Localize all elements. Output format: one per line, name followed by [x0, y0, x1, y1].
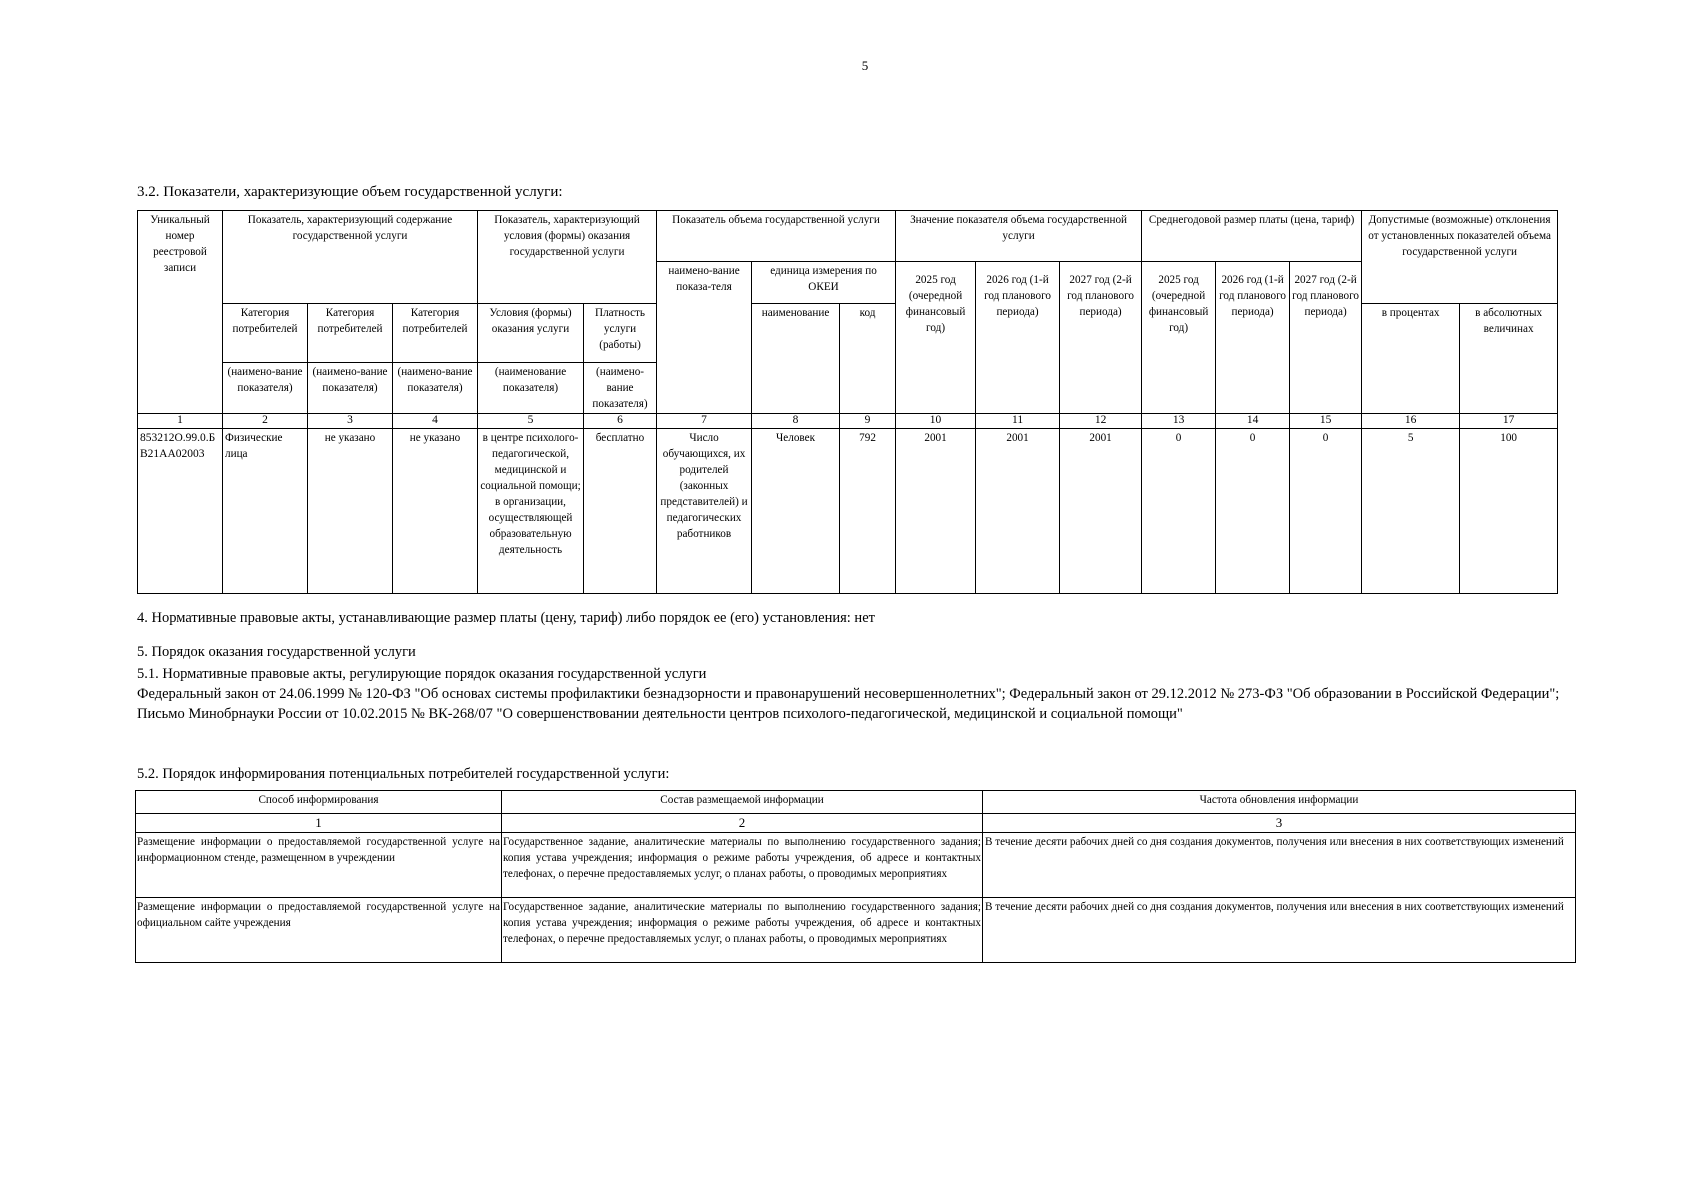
- header-unit-code: код: [840, 304, 896, 414]
- header-conditions-indicator: Показатель, характеризующий условия (формы) оказания государственной услуги: [478, 211, 657, 262]
- col-number: 3: [983, 814, 1576, 833]
- header-category-2: Категория потребителей: [308, 304, 393, 363]
- cell-conditions: в центре психолого-педагогической, медицинской и социальной помощи; в организации, осуществляющей образовательную деятельность: [478, 429, 584, 594]
- section-5-1-title: 5.1. Нормативные правовые акты, регулирующие порядок оказания государственной услуги: [137, 666, 707, 682]
- col-number: 14: [1216, 414, 1290, 429]
- header-subname-3: (наимено-вание показателя): [393, 363, 478, 414]
- col-number: 4: [393, 414, 478, 429]
- cell-category-2: не указано: [308, 429, 393, 594]
- cell-category-3: не указано: [393, 429, 478, 594]
- cell-informing-method: Размещение информации о предоставляемой государственной услуге на информационном стенде, размещенном в учреждении: [136, 833, 502, 898]
- column-numbers-row: [138, 414, 1558, 429]
- col-number: 1: [138, 414, 223, 429]
- volume-indicators-table: [137, 210, 1558, 594]
- cell-payment: бесплатно: [584, 429, 657, 594]
- header-subname-4: (наименование показателя): [478, 363, 584, 414]
- col-number: 17: [1460, 414, 1558, 429]
- header-informing-method: Способ информирования: [136, 791, 502, 814]
- cell-category-1: Физические лица: [223, 429, 308, 594]
- informing-table: [135, 790, 1576, 963]
- header-conditions-form: Условия (формы) оказания услуги: [478, 304, 584, 363]
- header-year-2027: 2027 год (2-й год планового периода): [1060, 261, 1142, 414]
- col-number: 10: [896, 414, 976, 429]
- col-number: 6: [584, 414, 657, 429]
- cell-update-frequency: В течение десяти рабочих дней со дня создания документов, получения или внесения в них соответствующих изменений: [983, 898, 1576, 963]
- col-number: 12: [1060, 414, 1142, 429]
- header-category-1: Категория потребителей: [223, 304, 308, 363]
- col-number: 2: [223, 414, 308, 429]
- header-deviations: Допустимые (возможные) отклонения от установленных показателей объема государственной услуги: [1362, 211, 1558, 262]
- header-indicator-name: наимено-вание показа-теля: [657, 261, 752, 414]
- section-5-2-title: 5.2. Порядок информирования потенциальных потребителей государственной услуги:: [137, 766, 670, 782]
- header-update-frequency: Частота обновления информации: [983, 791, 1576, 814]
- header-subname-1: (наимено-вание показателя): [223, 363, 308, 414]
- section-4-text: 4. Нормативные правовые акты, устанавливающие размер платы (цену, тариф) либо порядок ее (его) установления: нет: [137, 610, 875, 626]
- header-deviation-percent: в процентах: [1362, 304, 1460, 414]
- header-volume-indicator: Показатель объема государственной услуги: [657, 211, 896, 262]
- cell-unit-name: Человек: [752, 429, 840, 594]
- col-number: 1: [136, 814, 502, 833]
- col-number: 11: [976, 414, 1060, 429]
- col-number: 3: [308, 414, 393, 429]
- col-number: 8: [752, 414, 840, 429]
- col-number: 15: [1290, 414, 1362, 429]
- header-fee-year-2027: 2027 год (2-й год планового периода): [1290, 261, 1362, 414]
- section-5-title: 5. Порядок оказания государственной услуги: [137, 644, 416, 660]
- section-3-2-title: 3.2. Показатели, характеризующие объем государственной услуги:: [137, 184, 563, 200]
- cell-unique-number: 853212О.99.0.БВ21АА02003: [138, 429, 223, 594]
- column-numbers-row: [136, 814, 1576, 833]
- table-row: [136, 898, 1576, 963]
- cell-value-2025: 2001: [896, 429, 976, 594]
- header-content-indicator: Показатель, характеризующий содержание государственной услуги: [223, 211, 478, 262]
- table-row: [138, 429, 1558, 594]
- cell-information-content: Государственное задание, аналитические материалы по выполнению государственного задания; копия устава учреждения; информация о режиме работы учреждения, об адресе и контактных телефонах, о перечне предоставляемых услуг, о планах работы, о проводимых мероприятиях: [502, 833, 983, 898]
- header-value-indicator: Значение показателя объема государственной услуги: [896, 211, 1142, 262]
- header-information-content: Состав размещаемой информации: [502, 791, 983, 814]
- section-5-1-text: Федеральный закон от 24.06.1999 № 120-ФЗ "Об основах системы профилактики безнадзорности и правонарушений несовершеннолетних"; Федеральный закон от 29.12.2012 № 273-ФЗ "Об образовании в Российской Федерации"; Письмо Минобрнауки России от 10.02.2015 № ВК-268/07 "О совершенствовании деятельности центров психолого-педагогической, медицинской и социальной помощи": [137, 686, 1560, 722]
- cell-deviation-absolute: 100: [1460, 429, 1558, 594]
- header-subname-2: (наимено-вание показателя): [308, 363, 393, 414]
- cell-indicator-name: Число обучающихся, их родителей (законных представителей) и педагогических работников: [657, 429, 752, 594]
- header-fee-year-2025: 2025 год (очередной финансовый год): [1142, 261, 1216, 414]
- cell-fee-2026: 0: [1216, 429, 1290, 594]
- col-number: 9: [840, 414, 896, 429]
- cell-value-2027: 2001: [1060, 429, 1142, 594]
- cell-unit-code: 792: [840, 429, 896, 594]
- cell-informing-method: Размещение информации о предоставляемой государственной услуге на официальном сайте учреждения: [136, 898, 502, 963]
- header-okei-unit: единица измерения по ОКЕИ: [752, 261, 896, 304]
- header-unique-number: Уникальный номер реестровой записи: [138, 211, 223, 414]
- cell-update-frequency: В течение десяти рабочих дней со дня создания документов, получения или внесения в них соответствующих изменений: [983, 833, 1576, 898]
- cell-deviation-percent: 5: [1362, 429, 1460, 594]
- header-unit-name: наименование: [752, 304, 840, 414]
- header-subname-5: (наимено-вание показателя): [584, 363, 657, 414]
- cell-fee-2027: 0: [1290, 429, 1362, 594]
- header-year-2025: 2025 год (очередной финансовый год): [896, 261, 976, 414]
- header-payment: Платность услуги (работы): [584, 304, 657, 363]
- col-number: 13: [1142, 414, 1216, 429]
- header-fee-year-2026: 2026 год (1-й год планового периода): [1216, 261, 1290, 414]
- header-average-fee: Среднегодовой размер платы (цена, тариф): [1142, 211, 1362, 262]
- cell-information-content: Государственное задание, аналитические материалы по выполнению государственного задания; копия устава учреждения; информация о режиме работы учреждения, об адресе и контактных телефонах, о перечне предоставляемых услуг, о планах работы, о проводимых мероприятиях: [502, 898, 983, 963]
- col-number: 5: [478, 414, 584, 429]
- header-year-2026: 2026 год (1-й год планового периода): [976, 261, 1060, 414]
- header-category-3: Категория потребителей: [393, 304, 478, 363]
- cell-value-2026: 2001: [976, 429, 1060, 594]
- header-deviation-absolute: в абсолютных величинах: [1460, 304, 1558, 414]
- col-number: 16: [1362, 414, 1460, 429]
- page-number: 5: [861, 58, 869, 73]
- cell-fee-2025: 0: [1142, 429, 1216, 594]
- col-number: 2: [502, 814, 983, 833]
- table-row: [136, 833, 1576, 898]
- col-number: 7: [657, 414, 752, 429]
